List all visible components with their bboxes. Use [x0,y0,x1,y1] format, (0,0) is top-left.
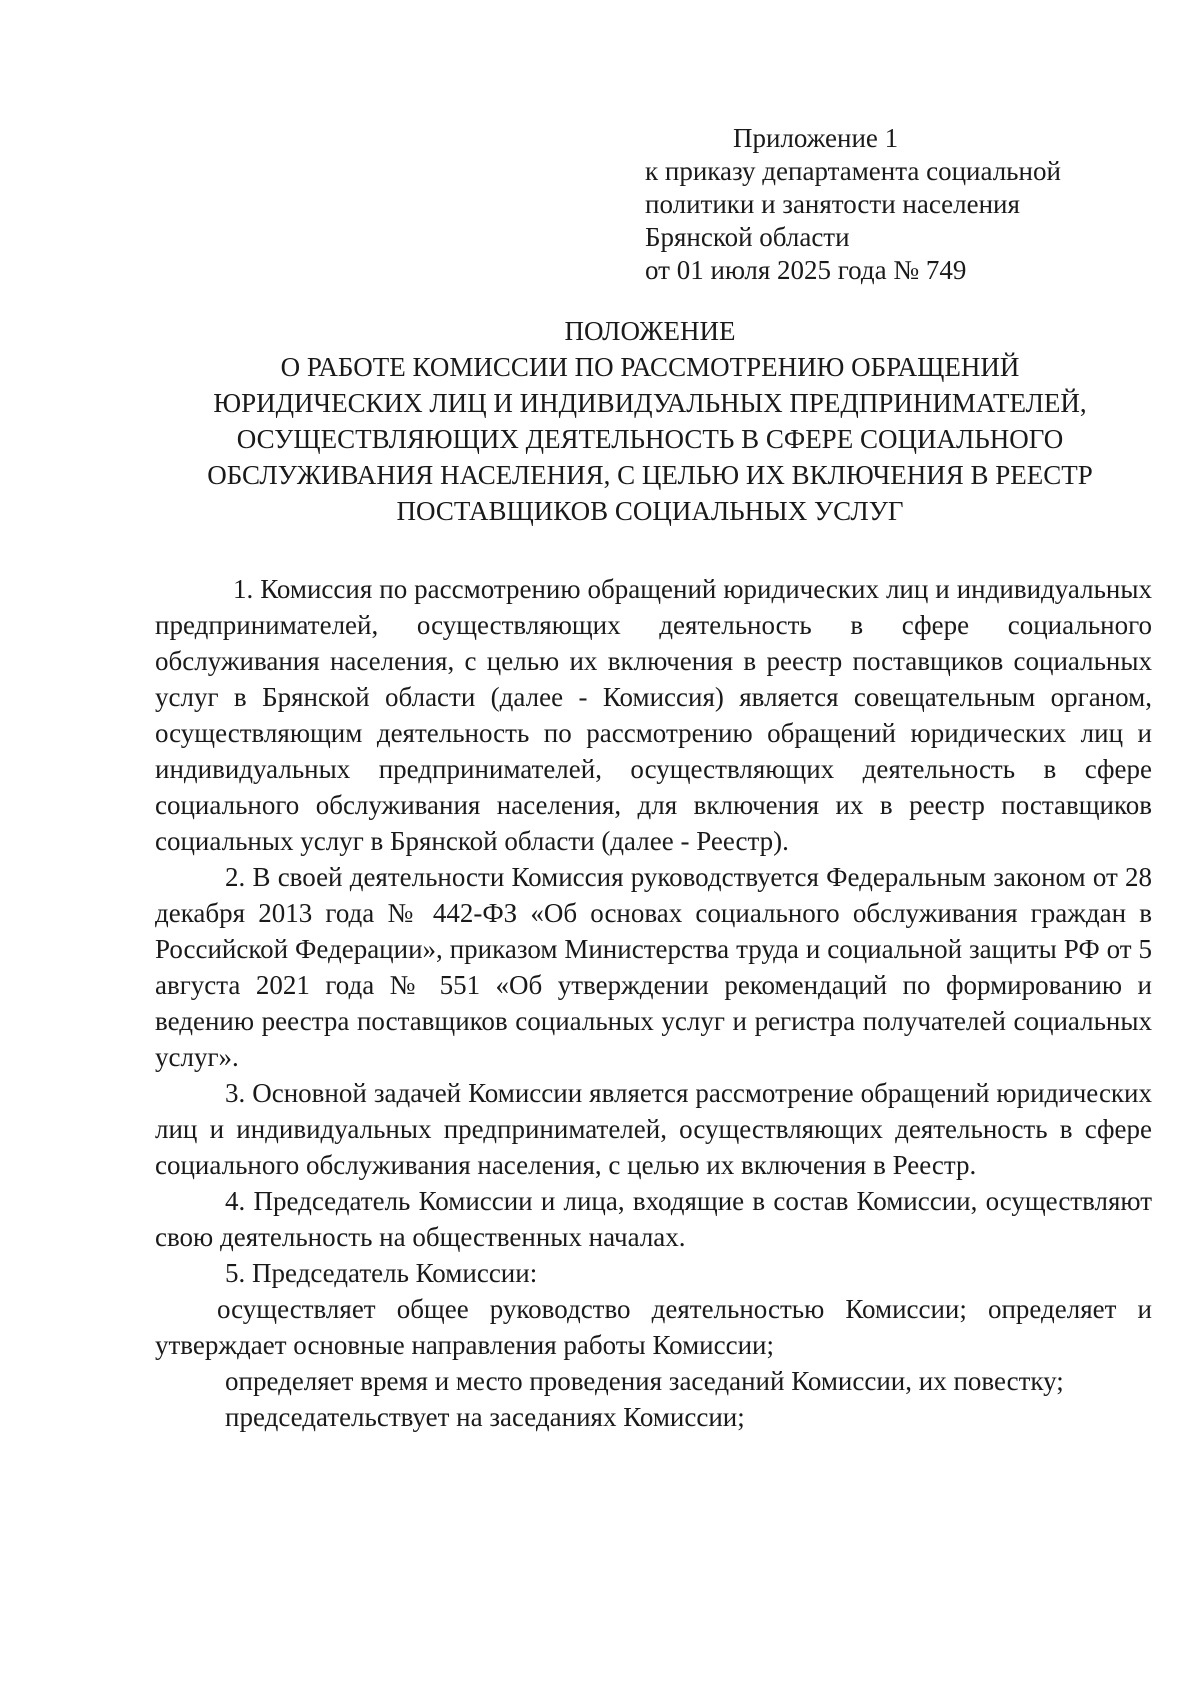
appendix-date-line: от 01 июля 2025 года № 749 [645,255,967,285]
appendix-order-line: к приказу департамента социальной [645,156,1061,186]
paragraph-4: 4. Председатель Комиссии и лица, входящие в состав Комиссии, осуществляют свою деятельность на общественных началах. [155,1186,1152,1252]
title-line: О РАБОТЕ КОМИССИИ ПО РАССМОТРЕНИЮ ОБРАЩЕНИЙ [280,352,1020,382]
title-line: ОБСЛУЖИВАНИЯ НАСЕЛЕНИЯ, С ЦЕЛЬЮ ИХ ВКЛЮЧЕНИЯ В РЕЕСТР [207,460,1093,490]
title-line: ПОСТАВЩИКОВ СОЦИАЛЬНЫХ УСЛУГ [396,496,904,526]
paragraph-chair-duty: председательствует на заседаниях Комиссии; [225,1402,745,1432]
title-line: ПОЛОЖЕНИЕ [564,316,736,346]
document-title [150,313,1150,529]
appendix-department-line: политики и занятости населения [645,189,1020,219]
appendix-number: Приложение 1 [733,123,899,153]
paragraph-5: 5. Председатель Комиссии: [225,1258,538,1288]
paragraph-3: 3. Основной задачей Комиссии является рассмотрение обращений юридических лиц и индивидуальных предпринимателей, осуществляющих деятельность в сфере социального обслуживания населения, с целью их включения в Реестр. [155,1078,1152,1180]
paragraph-chair-duty: определяет время и место проведения заседаний Комиссии, их повестку; [225,1366,1064,1396]
appendix-header [645,122,1125,287]
document-body [155,571,1152,1435]
title-line: ЮРИДИЧЕСКИХ ЛИЦ И ИНДИВИДУАЛЬНЫХ ПРЕДПРИНИМАТЕЛЕЙ, [213,388,1087,418]
appendix-region-line: Брянской области [645,222,850,252]
paragraph-2: 2. В своей деятельности Комиссия руководствуется Федеральным законом от 28 декабря 2013 года № 442-ФЗ «Об основах социального обслуживания граждан в Российской Федерации», приказом Министерства труда и социальной защиты РФ от 5 августа 2021 года № 551 «Об утверждении рекомендаций по формированию и ведению реестра поставщиков социальных услуг и регистра получателей социальных услуг». [155,862,1152,1072]
paragraph-1: 1. Комиссия по рассмотрению обращений юридических лиц и индивидуальных предпринимателей, осуществляющих деятельность в сфере социального обслуживания населения, с целью их включения в реестр поставщиков социальных услуг в Брянской области (далее - Комиссия) является совещательным органом, осуществляющим деятельность по рассмотрению обращений юридических лиц и индивидуальных предпринимателей, осуществляющих деятельность в сфере социального обслуживания населения, для включения их в реестр поставщиков социальных услуг в Брянской области (далее - Реестр). [155,574,1152,856]
paragraph-chair-duty: осуществляет общее руководство деятельностью Комиссии; определяет и утверждает основные направления работы Комиссии; [155,1294,1152,1360]
title-line: ОСУЩЕСТВЛЯЮЩИХ ДЕЯТЕЛЬНОСТЬ В СФЕРЕ СОЦИАЛЬНОГО [236,424,1064,454]
